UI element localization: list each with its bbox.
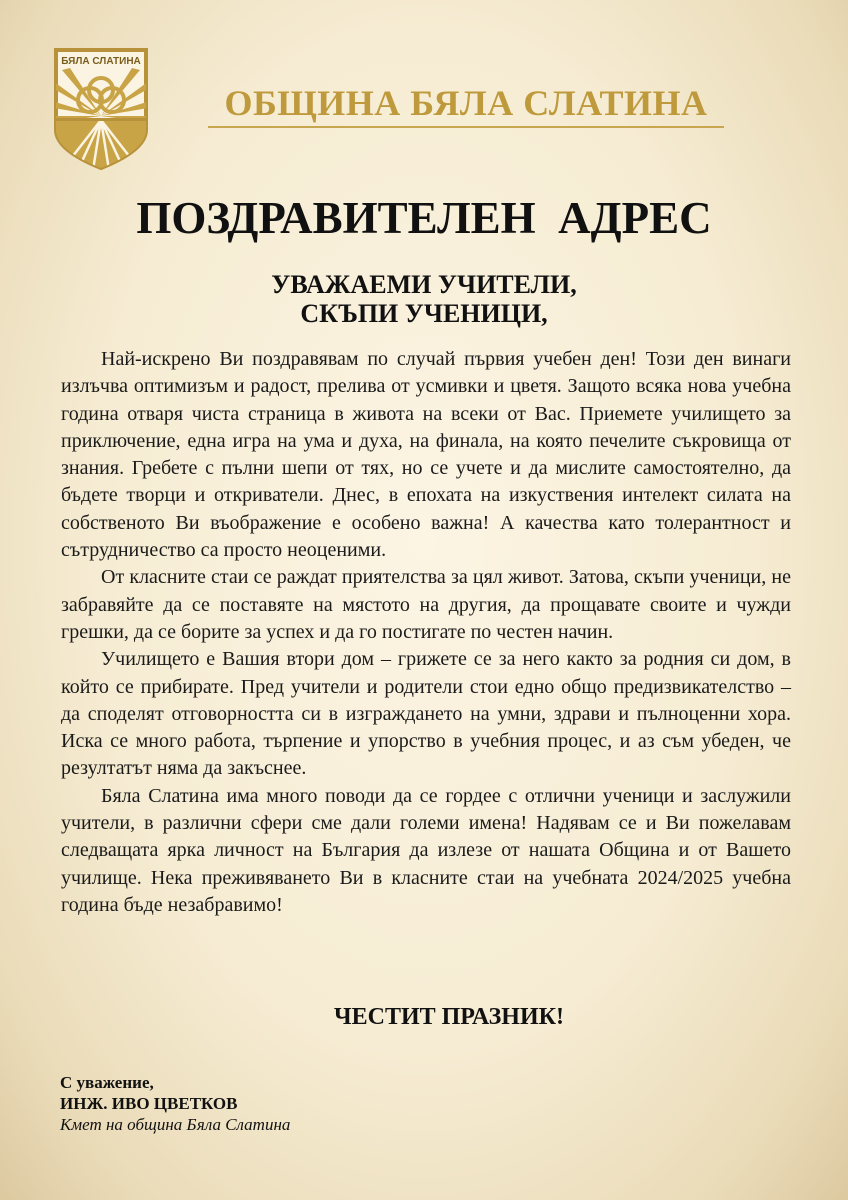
greeting: [0, 270, 848, 328]
closing-wish: ЧЕСТИТ ПРАЗНИК!: [333, 1004, 565, 1030]
signature-block: [60, 1072, 290, 1135]
greeting-line-students: СКЪПИ УЧЕНИЦИ,: [300, 299, 548, 328]
paragraph: От класните стаи се раждат приятелства за цял живот. Затова, скъпи ученици, не забравяйте да се поставяте на мястото на другия, да прощавате своите и чужди грешки, да се борите за успех и да го постигате по честен начин.: [61, 566, 791, 643]
signer-position: Кмет на община Бяла Слатина: [60, 1115, 291, 1134]
crest-text: БЯЛА СЛАТИНА: [61, 56, 141, 67]
municipality-name: ОБЩИНА БЯЛА СЛАТИНА: [224, 83, 708, 123]
salutation: С уважение,: [60, 1073, 154, 1092]
signer-name: ИНЖ. ИВО ЦВЕТКОВ: [60, 1094, 238, 1113]
paragraph: Училището е Вашия втори дом – грижете се за него както за родния си дом, в който се прибирате. Пред учители и родители стои едно общо предизвикателство – да споделят отговорността си в изграждането на умни, здрави и пълноценни хора. Иска се много работа, търпение и упорство в учебния процес, и аз съм убеден, че резултатът няма да закъснее.: [61, 648, 791, 780]
greeting-line-teachers: УВАЖАЕМИ УЧИТЕЛИ,: [271, 270, 577, 299]
paragraph: Бяла Слатина има много поводи да се гордее с отлични ученици и заслужили учители, в различни сфери сме дали големи имена! Надявам се и Ви пожелавам следващата ярка личност на България да излезе от нашата Община и от Вашето училище. Нека преживяването Ви в класните стаи на учебната 2024/2025 учебна година бъде незабравимо!: [61, 784, 791, 916]
paragraph: Най-искрено Ви поздравявам по случай първия учебен ден! Този ден винаги излъчва оптимизъм и радост, прелива от усмивки и цветя. Защото всяка нова учебна година отваря чиста страница в живота на всеки от Вас. Приемете училището за приключение, една игра на ума и духа, на финала, на която печелите съкровища от знания. Гребете с пълни шепи от тях, но се учете и да мислите самостоятелно, да бъдете творци и откриватели. Днес, в епохата на изкуствения интелект силата на собственото Ви въображение е особено важна! А качества като толерантност и сътрудничество са просто неоценими.: [61, 348, 791, 562]
header-divider: [208, 126, 724, 128]
letter-body: [61, 346, 791, 919]
document-title: ПОЗДРАВИТЕЛЕН АДРЕС: [136, 193, 712, 243]
municipality-crest-logo: [52, 46, 150, 172]
